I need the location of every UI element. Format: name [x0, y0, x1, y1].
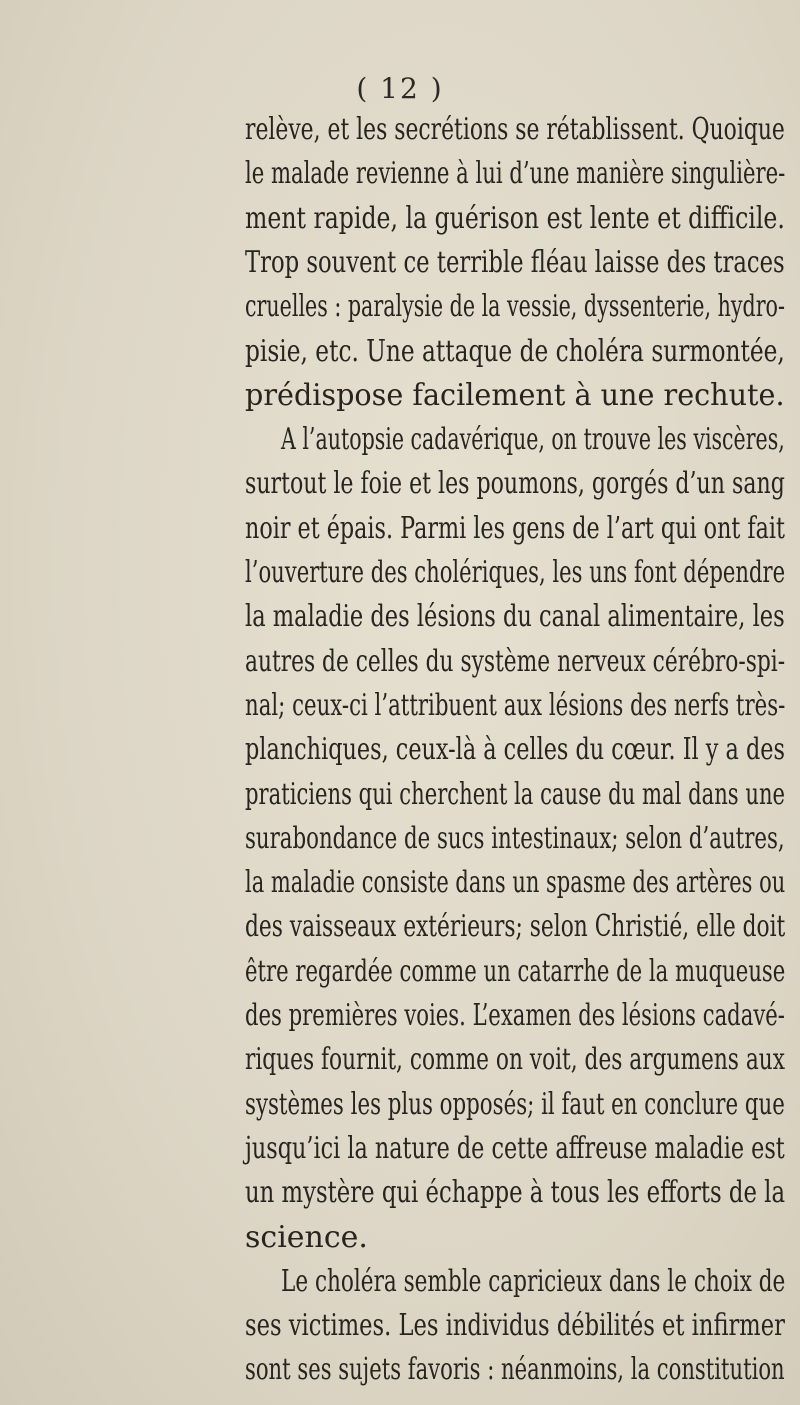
- text-line: A l’autopsie cadavérique, on trouve les viscères,: [281, 422, 785, 458]
- text-line: Le choléra semble capricieux dans le choix de: [281, 1263, 786, 1299]
- text-line: Trop souvent ce terrible fléau laisse des traces: [245, 244, 785, 280]
- text-line: autres de celles du système nerveux cérébro-spi-: [245, 643, 786, 679]
- page-number: ( 12 ): [356, 72, 444, 105]
- text-line: riques fournit, comme on voit, des argumens aux: [245, 1042, 785, 1078]
- text-line: nal; ceux-ci l’attribuent aux lésions des nerfs très-: [245, 687, 786, 723]
- text-line: systèmes les plus opposés; il faut en conclure que: [245, 1086, 785, 1122]
- text-line: ses victimes. Les individus débilités et infirmer: [245, 1308, 785, 1344]
- text-line: noir et épais. Parmi les gens de l’art qui ont fait: [245, 510, 786, 546]
- text-line: praticiens qui cherchent la cause du mal dans une: [245, 776, 786, 812]
- text-line: l’ouverture des cholériques, les uns font dépendre: [245, 555, 786, 590]
- text-line: des premières voies. L’examen des lésions cadavé-: [245, 998, 785, 1033]
- text-line: un mystère qui échappe à tous les efforts de la: [245, 1175, 786, 1211]
- text-line: surabondance de sucs intestinaux; selon d’autres,: [245, 820, 785, 856]
- text-line: relève, et les secrétions se rétablissent. Quoique: [245, 112, 785, 147]
- text-line: le malade revienne à lui d’une manière singulière-: [245, 156, 786, 192]
- text-line: la maladie des lésions du canal alimentaire, les: [245, 599, 785, 635]
- text-line: ment rapide, la guérison est lente et difficile.: [245, 200, 785, 236]
- text-line: surtout le foie et les poumons, gorgés d’un sang: [245, 466, 785, 502]
- text-line: cruelles : paralysie de la vessie, dyssenterie, hydro-: [245, 289, 785, 325]
- text-line: prédispose facilement à une rechute.: [245, 377, 785, 413]
- text-line: jusqu’ici la nature de cette affreuse maladie est: [245, 1130, 785, 1166]
- text-line: être regardée comme un catarrhe de la muqueuse: [245, 953, 786, 989]
- text-line: pisie, etc. Une attaque de choléra surmontée,: [245, 333, 785, 369]
- text-line: la maladie consiste dans un spasme des artères ou: [245, 865, 786, 901]
- text-line: science.: [245, 1219, 368, 1255]
- text-line: sont ses sujets favoris : néanmoins, la constitution: [245, 1352, 785, 1388]
- text-line: planchiques, ceux-là à celles du cœur. Il y a des: [245, 732, 785, 768]
- text-line: des vaisseaux extérieurs; selon Christié, elle doit: [245, 909, 786, 945]
